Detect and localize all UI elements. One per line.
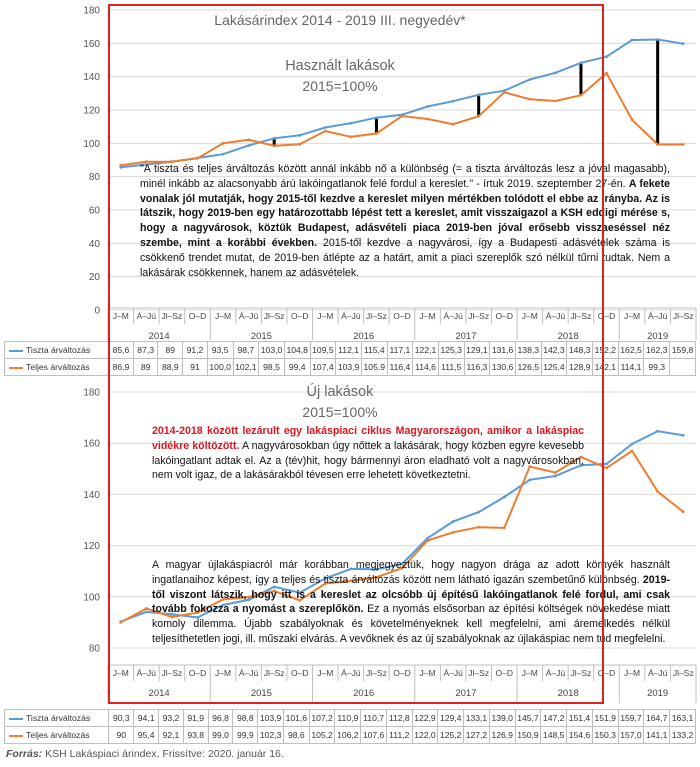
table-cell: 125,4	[541, 359, 567, 376]
legend-tiszta: Tiszta árváltozás	[5, 342, 109, 359]
table-row	[5, 359, 696, 376]
x-tick-label: J–M	[317, 311, 334, 321]
data-point	[631, 449, 634, 452]
table-cell: 107,2	[309, 710, 335, 727]
source-note	[6, 748, 284, 760]
table-cell: 99,4	[284, 359, 310, 376]
table-cell: 93,8	[183, 727, 208, 744]
table-cell: 157,0	[618, 727, 644, 744]
x-tick-label: Jl–Sz	[366, 668, 387, 678]
table-cell: 125,3	[438, 342, 464, 359]
table-cell: 125,2	[438, 727, 464, 744]
chart-subtitle: Használt lakások	[285, 58, 395, 74]
data-point	[222, 153, 225, 156]
data-point	[656, 430, 659, 433]
table-cell	[670, 359, 696, 376]
table-cell: 89	[158, 342, 183, 359]
table-cell: 92,1	[159, 727, 184, 744]
data-point	[682, 42, 685, 45]
new-text-bold: 2019-től viszont látszik, hogy itt is a kereslet az olcsóbb új építésű lakóingatlanok felé fordul, ami csak tovább fokozza a nyomást a szereplőkön.	[152, 573, 670, 616]
data-point	[605, 72, 608, 75]
table-cell: 105,2	[309, 727, 335, 744]
table-cell: 162,3	[644, 342, 670, 359]
x-tick-label: Á–Jú	[545, 311, 566, 321]
x-tick-label: J–M	[624, 311, 641, 321]
table-cell: 89	[133, 359, 158, 376]
x-tick-label: Á–Jú	[647, 668, 668, 678]
table-cell: 99,3	[644, 359, 670, 376]
table-cell: 109,5	[310, 342, 336, 359]
year-label: 2015	[250, 688, 272, 699]
x-tick-label: O–D	[495, 311, 514, 321]
series-line-0	[121, 40, 683, 168]
legend-teljes: Teljes árváltozás	[5, 359, 109, 376]
data-point	[477, 526, 480, 529]
data-point	[426, 105, 429, 108]
table-cell: 86,9	[109, 359, 134, 376]
x-tick-label: J–M	[521, 668, 538, 678]
data-point	[528, 78, 531, 81]
data-point	[580, 94, 583, 97]
data-point	[273, 144, 276, 147]
y-tick-label: 0	[94, 305, 100, 317]
table-cell: 151,9	[592, 710, 618, 727]
data-point	[247, 144, 250, 147]
table-cell: 164,7	[644, 710, 670, 727]
x-tick-label: Jl–Sz	[263, 311, 285, 321]
table-cell: 117,1	[387, 342, 413, 359]
data-point	[528, 98, 531, 101]
table-cell: 93,2	[159, 710, 184, 727]
table-cell: 85,6	[109, 342, 134, 359]
data-point	[349, 122, 352, 125]
data-point	[426, 118, 429, 121]
data-point	[503, 91, 506, 94]
data-point	[401, 115, 404, 118]
data-point	[554, 71, 557, 74]
series-line-1	[121, 73, 683, 165]
source-text: KSH Lakáspiaci árindex, Frissítve: 2020. január 16.	[45, 748, 284, 760]
table-cell: 103,0	[259, 342, 285, 359]
data-point	[631, 118, 634, 121]
table-cell: 105,9	[361, 359, 387, 376]
new-text-a: A magyar újlakáspiacról már korábban megjegyeztük, hogy nagyon drága az adott környék használt ingatlanaihoz képest, így a teljes és tiszta árváltozás között nem látható igazán szembetűnő különbség.	[152, 559, 670, 586]
table-cell: 139,0	[489, 710, 515, 727]
x-tick-label: J–M	[112, 668, 129, 678]
x-tick-label: Á–Jú	[341, 668, 361, 678]
year-label: 2014	[148, 331, 170, 340]
data-point	[375, 132, 378, 135]
x-tick-label: Jl–Sz	[468, 668, 490, 678]
data-point	[503, 527, 506, 530]
y-tick-label: 180	[83, 387, 100, 399]
table-cell: 111,5	[438, 359, 464, 376]
table-cell: 90,3	[109, 710, 134, 727]
x-tick-label: Á–Jú	[136, 311, 157, 321]
x-tick-label: J–M	[624, 668, 641, 678]
data-point	[196, 157, 199, 160]
table-cell: 102,1	[233, 359, 259, 376]
year-label: 2017	[455, 331, 477, 340]
table-row	[5, 727, 696, 744]
chart-subtitle: Új lakások	[306, 384, 374, 400]
data-point	[477, 115, 480, 118]
data-point	[298, 134, 301, 137]
text-block-new	[152, 558, 670, 647]
chart-subtitle-base: 2015=100%	[302, 404, 378, 420]
data-point	[682, 143, 685, 146]
year-label: 2015	[250, 331, 272, 340]
y-tick-label: 140	[83, 72, 100, 84]
table-cell: 100,0	[207, 359, 233, 376]
table-cell: 102,3	[258, 727, 284, 744]
x-tick-label: Á–Jú	[647, 311, 668, 321]
y-tick-label: 160	[83, 438, 100, 450]
table-cell: 103,9	[258, 710, 284, 727]
table-cell: 94,1	[134, 710, 159, 727]
data-point	[452, 520, 455, 523]
year-label: 2016	[353, 688, 375, 699]
table-cell: 103,9	[336, 359, 362, 376]
year-label: 2018	[557, 688, 579, 699]
year-label: 2019	[647, 331, 669, 340]
x-tick-label: Jl–Sz	[161, 668, 183, 678]
y-tick-label: 100	[83, 592, 100, 604]
data-point	[631, 443, 634, 446]
table-cell: 91,9	[183, 710, 208, 727]
table-cell: 159,7	[618, 710, 644, 727]
table-cell: 91	[183, 359, 208, 376]
data-point	[656, 143, 659, 146]
data-point	[605, 467, 608, 470]
table-cell: 99,9	[233, 727, 258, 744]
data-point	[375, 116, 378, 119]
x-tick-label: Jl–Sz	[570, 311, 592, 321]
table-cell: 114,6	[413, 359, 439, 376]
x-tick-label: J–M	[521, 311, 538, 321]
table-cell: 98,8	[233, 710, 258, 727]
table-cell: 99,0	[208, 727, 233, 744]
y-tick-label: 40	[88, 238, 100, 250]
y-tick-label: 80	[88, 172, 100, 184]
y-tick-label: 140	[83, 489, 100, 501]
table-cell: 90	[109, 727, 134, 744]
y-tick-label: 120	[83, 105, 100, 117]
x-tick-label: Jl–Sz	[263, 668, 285, 678]
quote-text: "A tiszta és teljes árváltozás között annál inkább nő a különbség (= a tiszta árváltozás lesz a jóval magasabb), minél inkább az alacsonyabb árú lakóingatlanok felé fordul a kereslet." - írtuk 2019. szeptember 27-én.	[140, 163, 670, 190]
x-tick-label: Á–Jú	[545, 668, 566, 678]
data-point	[145, 611, 148, 614]
table-cell: 98,7	[233, 342, 259, 359]
table-cell: 122,9	[412, 710, 438, 727]
year-label: 2016	[353, 331, 375, 340]
table-cell: 128,9	[567, 359, 593, 376]
table-cell: 98,6	[283, 727, 309, 744]
table-cell: 129,1	[464, 342, 490, 359]
data-point	[682, 510, 685, 513]
chart-subtitle-base: 2015=100%	[302, 78, 378, 94]
y-tick-label: 100	[83, 138, 100, 150]
bold-text: A fekete vonalak jól mutatják, hogy 2015-től kezdve a kereslet milyen mértékben tolódott el ebbe az irányba. Az is látszik, hogy 2019-ben egy határozottabb lépést tett a kereslet, amit visszaigazol a KSH eddigi mérése s, hogy a nagyvárosok, köztük Budapest, adásvételi piaca 2019-ben jóval erősebb visszaeséssel néz szembe, mint a korábbi években.	[140, 177, 670, 249]
table-cell: 106,2	[335, 727, 361, 744]
y-tick-label: 20	[88, 272, 100, 284]
data-point	[554, 100, 557, 103]
table-cell: 104,8	[284, 342, 310, 359]
table-cell: 122,1	[413, 342, 439, 359]
table-cell: 107,6	[361, 727, 387, 744]
table-cell: 114,1	[618, 359, 644, 376]
table-cell: 91,2	[183, 342, 208, 359]
table-cell: 130,6	[490, 359, 516, 376]
table-cell: 138,3	[515, 342, 541, 359]
data-point	[273, 137, 276, 140]
table-cell: 126,9	[489, 727, 515, 744]
x-tick-label: Jl–Sz	[672, 311, 694, 321]
table-cell: 148,3	[567, 342, 593, 359]
table-cell: 133,1	[464, 710, 490, 727]
table-cell: 98,5	[259, 359, 285, 376]
x-tick-label: Jl–Sz	[570, 668, 592, 678]
table-cell: 112,8	[386, 710, 412, 727]
x-tick-label: O–D	[597, 668, 616, 678]
table-cell: 110,7	[361, 710, 387, 727]
y-tick-label: 180	[83, 5, 100, 17]
table-cell: 112,1	[336, 342, 362, 359]
data-point	[477, 511, 480, 514]
data-point	[426, 539, 429, 542]
new-data-table	[4, 709, 696, 744]
data-point	[222, 142, 225, 145]
data-point	[503, 496, 506, 499]
data-point	[119, 621, 122, 624]
chart-title: Lakásárindex 2014 - 2019 III. negyedév*	[214, 12, 466, 28]
source-label: Forrás:	[6, 748, 43, 760]
table-cell: 126,5	[515, 359, 541, 376]
text-block-used	[140, 162, 670, 280]
x-tick-label: Jl–Sz	[161, 311, 183, 321]
table-row	[5, 342, 696, 359]
data-point	[656, 38, 659, 41]
table-cell: 88,9	[158, 359, 183, 376]
data-point	[656, 490, 659, 493]
year-label: 2019	[647, 688, 669, 699]
table-cell: 142,1	[593, 359, 619, 376]
data-point	[605, 55, 608, 58]
table-cell: 162,5	[618, 342, 644, 359]
x-tick-label: Á–Jú	[341, 311, 361, 321]
table-cell: 115,4	[361, 342, 387, 359]
x-tick-label: O–D	[290, 311, 309, 321]
cycle-text: A nagyvárosokban úgy nőttek a lakásárak, hogy közben egyre kevesebb lakóingatlant adtak el. Az a (tév)hit, hogy bármennyi áron eladható volt a nagyvárosokban, nem volt igaz, de a lakásárakból tévesen erre lehetett következtetni.	[152, 439, 585, 482]
table-cell: 93,5	[207, 342, 233, 359]
x-tick-label: Jl–Sz	[468, 311, 490, 321]
table-cell: 145,7	[515, 710, 541, 727]
table-cell: 147,2	[541, 710, 567, 727]
x-tick-label: Jl–Sz	[366, 311, 387, 321]
x-tick-label: J–M	[419, 668, 436, 678]
table-cell: 87,3	[133, 342, 158, 359]
x-tick-label: O–D	[188, 668, 207, 678]
table-cell: 122,0	[412, 727, 438, 744]
x-tick-label: J–M	[112, 311, 129, 321]
table-cell: 131,6	[490, 342, 516, 359]
year-label: 2018	[557, 331, 579, 340]
x-tick-label: Á–Jú	[443, 668, 463, 678]
data-point	[247, 138, 250, 141]
table-cell: 150,3	[592, 727, 618, 744]
x-tick-label: O–D	[393, 311, 411, 321]
data-point	[631, 39, 634, 42]
x-tick-label: Á–Jú	[238, 668, 259, 678]
table-cell: 111,2	[386, 727, 412, 744]
table-cell: 151,4	[567, 710, 593, 727]
data-point	[145, 607, 148, 610]
data-point	[452, 123, 455, 126]
red-highlight-text: 2014-2018 között lezárult egy lakáspiaci ciklus Magyarországon, amikor a lakáspiac vidékre költözött.	[152, 425, 584, 452]
x-tick-label: O–D	[495, 668, 514, 678]
y-tick-label: 160	[83, 38, 100, 50]
table-cell: 163,1	[670, 710, 696, 727]
table-cell: 127,2	[464, 727, 490, 744]
table-cell: 129,4	[438, 710, 464, 727]
year-label: 2014	[148, 688, 170, 699]
data-point	[452, 100, 455, 103]
y-tick-label: 80	[88, 643, 100, 655]
x-tick-label: Á–Jú	[238, 311, 259, 321]
legend-teljes-new: Teljes árváltozás	[5, 727, 109, 744]
table-cell: 95,4	[134, 727, 159, 744]
data-point	[349, 135, 352, 138]
table-cell: 133,2	[670, 727, 696, 744]
table-cell: 142,3	[541, 342, 567, 359]
data-point	[298, 143, 301, 146]
x-tick-label: O–D	[290, 668, 309, 678]
y-tick-label: 60	[88, 205, 100, 217]
table-cell: 152,2	[593, 342, 619, 359]
table-cell: 96,8	[208, 710, 233, 727]
x-tick-label: J–M	[317, 668, 334, 678]
data-point	[119, 164, 122, 167]
table-cell: 150,9	[515, 727, 541, 744]
x-tick-label: O–D	[393, 668, 411, 678]
table-cell: 110,9	[335, 710, 361, 727]
x-tick-label: Á–Jú	[136, 668, 157, 678]
x-tick-label: Jl–Sz	[672, 668, 694, 678]
y-tick-label: 120	[83, 541, 100, 553]
table-cell: 107,4	[310, 359, 336, 376]
table-cell: 148,5	[541, 727, 567, 744]
legend-tiszta-new: Tiszta árváltozás	[5, 710, 109, 727]
data-point	[477, 93, 480, 96]
table-cell: 141,1	[644, 727, 670, 744]
data-point	[452, 531, 455, 534]
data-point	[580, 61, 583, 64]
table-row	[5, 710, 696, 727]
x-tick-label: J–M	[215, 668, 232, 678]
data-point	[682, 434, 685, 437]
year-label: 2017	[455, 688, 477, 699]
data-point	[324, 130, 327, 133]
x-tick-label: O–D	[188, 311, 207, 321]
data-point	[605, 463, 608, 466]
x-tick-label: O–D	[597, 311, 616, 321]
x-tick-label: J–M	[215, 311, 232, 321]
text-block-cycle	[152, 424, 584, 483]
table-cell: 154,6	[567, 727, 593, 744]
table-cell: 116,3	[464, 359, 490, 376]
rest-text: 2015-től kezdve a nagyvárosi, így a Budapesti adásvételek száma is csökkenő trendet mutat, de 2019-ben átlépte az a határt, amit a piaci szereplők szó nélkül tűrni tudtak. Nem a lakásárak csökkennek, hanem az adásvételek.	[140, 236, 670, 279]
used-data-table	[4, 341, 696, 376]
table-cell: 159,8	[670, 342, 696, 359]
new-text-rest: Ez a nyomás elsősorban az építési költségek növekedése miatt komoly dilemma. Újabb szabályoknak és követelményeknek kell megfelelni, ami áremelkedés nélkül teljesíthetetlen jogi, ill. műszaki elvárás. A vevőknek és az új szabályoknak az újlakáspiac nem tud megfelelni.	[152, 603, 670, 645]
table-cell: 101,6	[283, 710, 309, 727]
table-cell: 116,4	[387, 359, 413, 376]
x-tick-label: Á–Jú	[443, 311, 463, 321]
data-point	[324, 126, 327, 129]
x-tick-label: J–M	[419, 311, 436, 321]
